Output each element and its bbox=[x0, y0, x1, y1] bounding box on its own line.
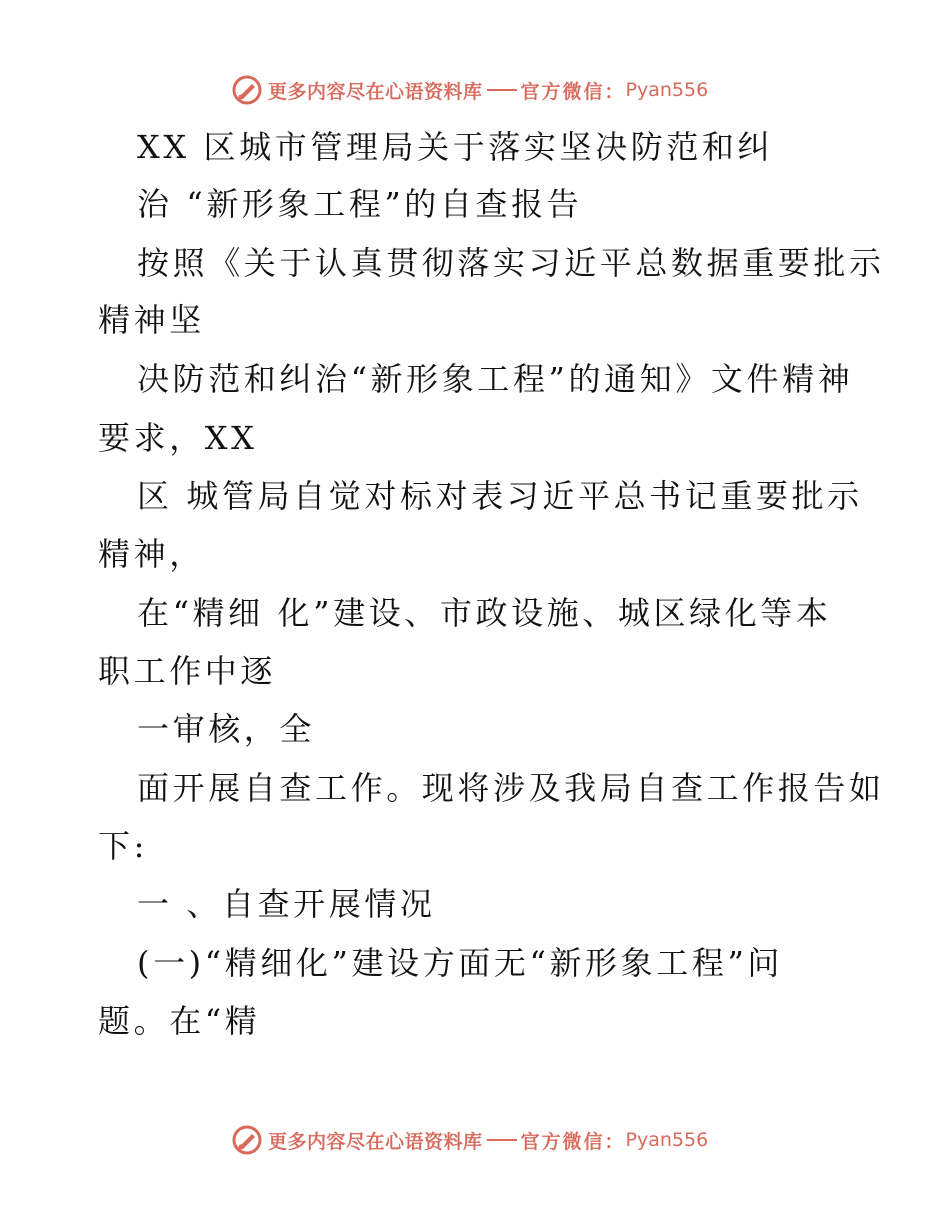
brush-logo-icon bbox=[232, 75, 262, 105]
banner-divider bbox=[487, 1139, 517, 1141]
title-line-1: XX 区城市管理局关于落实坚决防范和纠 bbox=[137, 128, 774, 166]
banner-wechat-id: Pyan556 bbox=[625, 1129, 709, 1151]
subsection-heading: (一)“精细化”建设方面无“新形象工程”问 bbox=[137, 944, 784, 982]
banner-wechat-id: Pyan556 bbox=[625, 79, 709, 101]
brush-logo-icon bbox=[232, 1125, 262, 1155]
body-line: 精神， bbox=[98, 535, 205, 573]
banner-divider bbox=[487, 89, 517, 91]
banner-text: 更多内容尽在心语资料库 bbox=[268, 80, 483, 103]
footer-watermark bbox=[232, 1122, 712, 1158]
body-line: 面开展自查工作。现将涉及我局自查工作报告如 bbox=[137, 769, 885, 807]
banner-text: 更多内容尽在心语资料库 bbox=[268, 1130, 483, 1153]
body-line: 按照《关于认真贯彻落实习近平总数据重要批示 bbox=[137, 244, 885, 282]
title-line-2: 治 “新形象工程”的自查报告 bbox=[137, 185, 583, 223]
header-watermark bbox=[232, 72, 712, 108]
section-heading: 一 、自查开展情况 bbox=[137, 885, 436, 923]
body-line: 在“精细 化”建设、市政设施、城区绿化等本 bbox=[137, 594, 832, 632]
banner-wechat-label: 官方微信： bbox=[520, 80, 626, 103]
banner-wechat-label: 官方微信： bbox=[520, 1130, 626, 1153]
body-line: 精神坚 bbox=[98, 301, 205, 339]
body-line: 区 城管局自觉对标对表习近平总书记重要批示 bbox=[137, 477, 863, 515]
body-line: 题。在“精 bbox=[98, 1002, 261, 1040]
body-line: 要求，XX bbox=[98, 419, 258, 457]
body-line: 一审核，全 bbox=[137, 710, 316, 748]
body-line: 决防范和纠治“新形象工程”的通知》文件精神 bbox=[137, 360, 854, 398]
body-line: 下: bbox=[98, 827, 148, 865]
body-line: 职工作中逐 bbox=[98, 652, 277, 690]
